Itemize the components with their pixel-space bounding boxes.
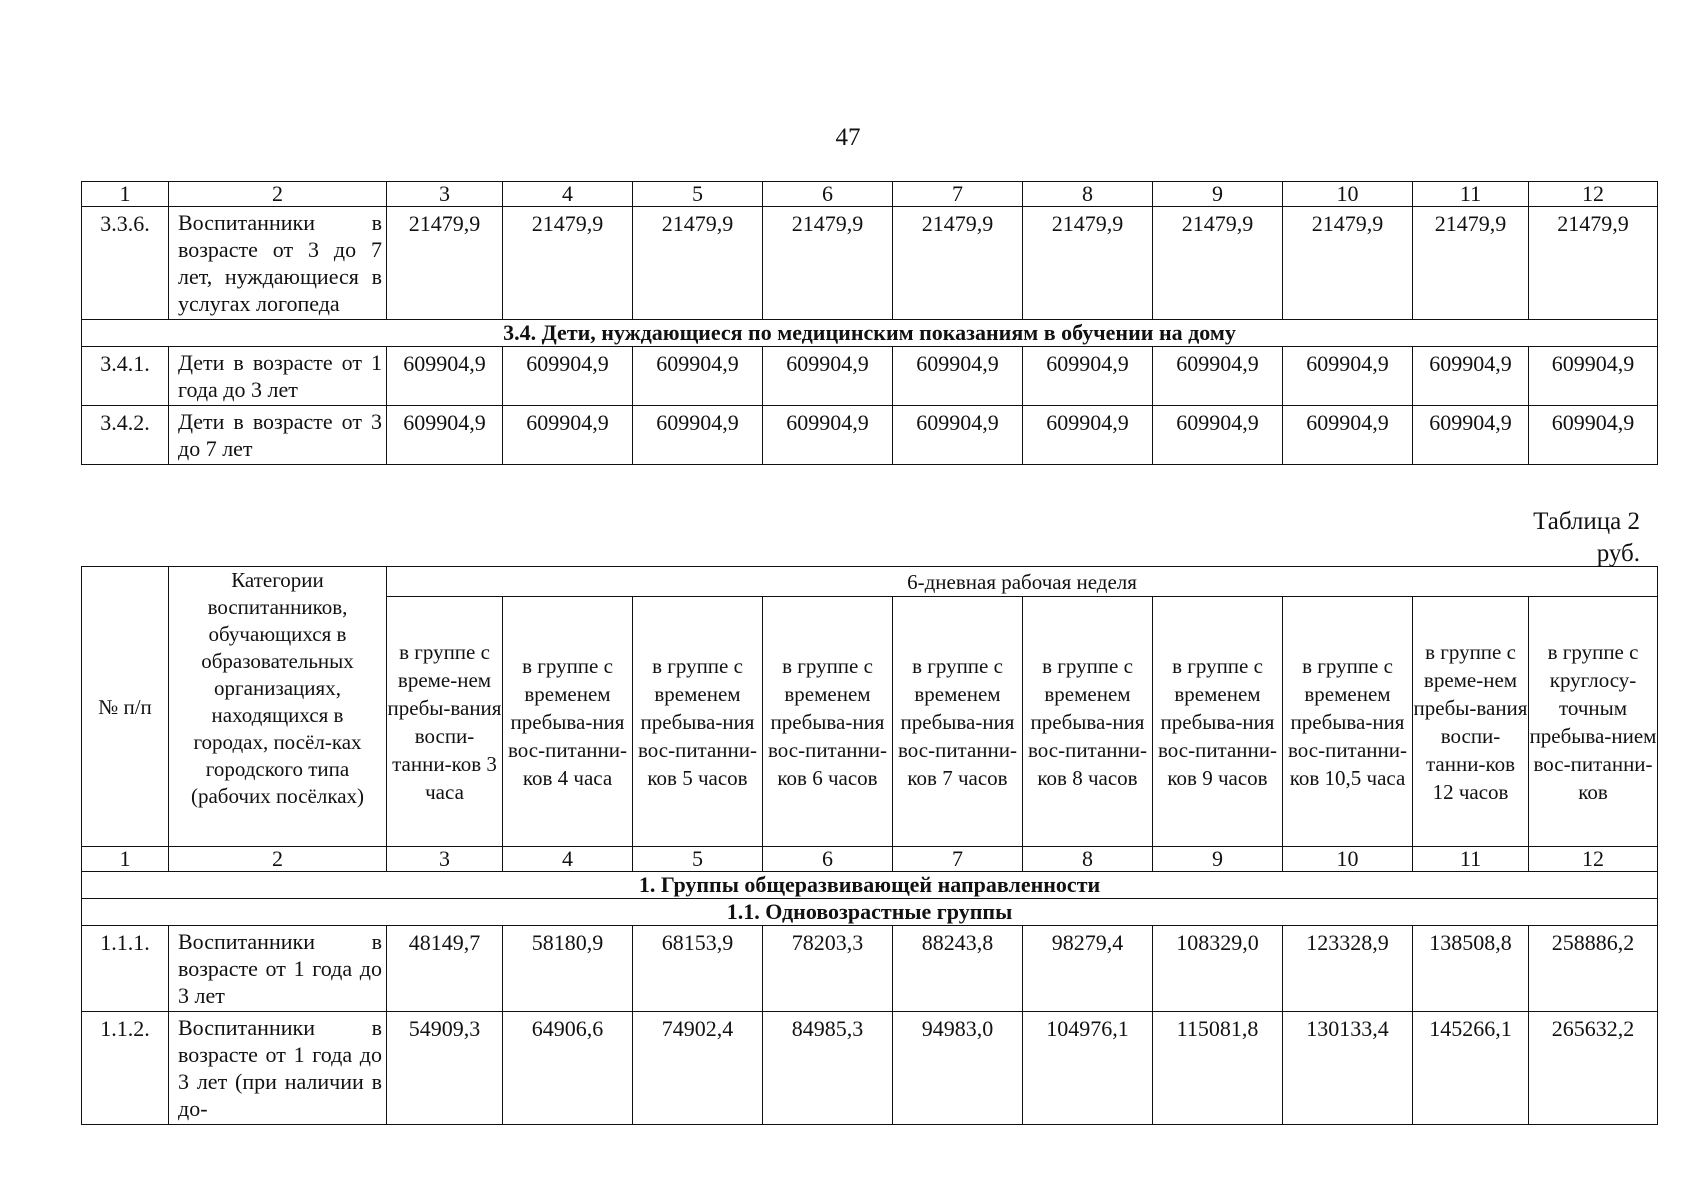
row-number: 3.4.1. [82,347,169,406]
cell-value: 21479,9 [387,207,503,320]
table-continuation [81,181,1658,465]
cell-value: 21479,9 [1283,207,1413,320]
cell-value: 609904,9 [387,406,503,465]
section-row [82,320,1658,347]
cell-value: 21479,9 [893,207,1023,320]
cell-value: 138508,8 [1413,926,1529,1012]
row-number: 1.1.1. [82,926,169,1012]
header-group-10-5h: в группе с временем пребыва-ния вос-питанни-ков 10,5 часа [1283,597,1413,847]
row-number: 3.3.6. [82,207,169,320]
col-number: 3 [387,847,503,872]
col-number: 12 [1529,847,1658,872]
cell-value: 58180,9 [503,926,633,1012]
col-number: 5 [633,847,763,872]
cell-value: 123328,9 [1283,926,1413,1012]
table-row [82,207,1658,320]
header-category: Категории воспитанников, обучающихся в образовательных организациях, находящихся в городах, посёл-ках городского типа (рабочих посёлках) [169,567,387,847]
header-group-24h: в группе с круглосу-точным пребыва-нием вос-питанни-ков [1529,597,1658,847]
cell-value: 609904,9 [1413,347,1529,406]
row-number: 1.1.2. [82,1012,169,1125]
cell-value: 258886,2 [1529,926,1658,1012]
header-work-week: 6-дневная рабочая неделя [387,567,1658,597]
cell-value: 108329,0 [1153,926,1283,1012]
row-category: Воспитанники в возрасте от 1 года до 3 лет (при наличии в до- [169,1012,387,1125]
subsection-heading: 1.1. Одновозрастные группы [82,899,1658,926]
cell-value: 265632,2 [1529,1012,1658,1125]
cell-value: 84985,3 [763,1012,893,1125]
column-number-row [82,847,1658,872]
cell-value: 54909,3 [387,1012,503,1125]
col-number: 3 [387,182,503,207]
cell-value: 609904,9 [893,406,1023,465]
col-number: 4 [503,182,633,207]
cell-value: 609904,9 [1023,347,1153,406]
cell-value: 98279,4 [1023,926,1153,1012]
section-row [82,872,1658,899]
col-number: 11 [1413,847,1529,872]
row-category: Дети в возрасте от 1 года до 3 лет [169,347,387,406]
section-heading: 3.4. Дети, нуждающиеся по медицинским показаниям в обучении на дому [82,320,1658,347]
column-number-row [82,182,1658,207]
table-row [82,926,1658,1012]
cell-value: 609904,9 [633,406,763,465]
cell-value: 609904,9 [1153,406,1283,465]
page-number: 47 [835,124,861,151]
table-row [82,347,1658,406]
cell-value: 115081,8 [1153,1012,1283,1125]
row-number: 3.4.2. [82,406,169,465]
cell-value: 78203,3 [763,926,893,1012]
col-number: 9 [1153,182,1283,207]
header-group-3h: в группе с време-нем пребы-вания воспи-танни-ков 3 часа [387,597,503,847]
col-number: 7 [893,182,1023,207]
col-number: 12 [1529,182,1658,207]
col-number: 8 [1023,182,1153,207]
cell-value: 609904,9 [633,347,763,406]
table-caption: Таблица 2 [1533,508,1640,535]
section-row [82,899,1658,926]
cell-value: 21479,9 [1529,207,1658,320]
header-group-6h: в группе с временем пребыва-ния вос-питанни-ков 6 часов [763,597,893,847]
col-number: 9 [1153,847,1283,872]
cell-value: 74902,4 [633,1012,763,1125]
cell-value: 88243,8 [893,926,1023,1012]
col-number: 4 [503,847,633,872]
cell-value: 609904,9 [1023,406,1153,465]
cell-value: 21479,9 [633,207,763,320]
cell-value: 609904,9 [1529,406,1658,465]
col-number: 5 [633,182,763,207]
row-category: Воспитанники в возрасте от 3 до 7 лет, нуждающиеся в услугах логопеда [169,207,387,320]
col-number: 10 [1283,182,1413,207]
header-row [82,567,1658,597]
cell-value: 21479,9 [1413,207,1529,320]
table-unit: руб. [1596,540,1640,567]
col-number: 10 [1283,847,1413,872]
col-number: 2 [169,847,387,872]
col-number: 1 [82,182,169,207]
header-group-8h: в группе с временем пребыва-ния вос-питанни-ков 8 часов [1023,597,1153,847]
header-number: № п/п [82,567,169,847]
cell-value: 609904,9 [387,347,503,406]
col-number: 7 [893,847,1023,872]
header-group-12h: в группе с време-нем пребы-вания воспи-танни-ков 12 часов [1413,597,1529,847]
cell-value: 104976,1 [1023,1012,1153,1125]
cell-value: 609904,9 [1283,406,1413,465]
col-number: 1 [82,847,169,872]
col-number: 2 [169,182,387,207]
row-category: Дети в возрасте от 3 до 7 лет [169,406,387,465]
cell-value: 609904,9 [1413,406,1529,465]
header-group-5h: в группе с временем пребыва-ния вос-питанни-ков 5 часов [633,597,763,847]
cell-value: 609904,9 [1283,347,1413,406]
cell-value: 21479,9 [763,207,893,320]
cell-value: 21479,9 [503,207,633,320]
col-number: 6 [763,847,893,872]
col-number: 11 [1413,182,1529,207]
cell-value: 609904,9 [763,347,893,406]
cell-value: 130133,4 [1283,1012,1413,1125]
cell-value: 68153,9 [633,926,763,1012]
cell-value: 21479,9 [1153,207,1283,320]
section-heading: 1. Группы общеразвивающей направленности [82,872,1658,899]
cell-value: 145266,1 [1413,1012,1529,1125]
col-number: 8 [1023,847,1153,872]
cell-value: 609904,9 [503,347,633,406]
cell-value: 48149,7 [387,926,503,1012]
row-category: Воспитанники в возрасте от 1 года до 3 лет [169,926,387,1012]
cell-value: 609904,9 [503,406,633,465]
table-2 [81,566,1658,1125]
header-group-7h: в группе с временем пребыва-ния вос-питанни-ков 7 часов [893,597,1023,847]
cell-value: 609904,9 [763,406,893,465]
cell-value: 609904,9 [1529,347,1658,406]
cell-value: 94983,0 [893,1012,1023,1125]
header-group-4h: в группе с временем пребыва-ния вос-питанни-ков 4 часа [503,597,633,847]
header-group-9h: в группе с временем пребыва-ния вос-питанни-ков 9 часов [1153,597,1283,847]
cell-value: 64906,6 [503,1012,633,1125]
cell-value: 21479,9 [1023,207,1153,320]
col-number: 6 [763,182,893,207]
table-row [82,1012,1658,1125]
table-row [82,406,1658,465]
cell-value: 609904,9 [1153,347,1283,406]
cell-value: 609904,9 [893,347,1023,406]
